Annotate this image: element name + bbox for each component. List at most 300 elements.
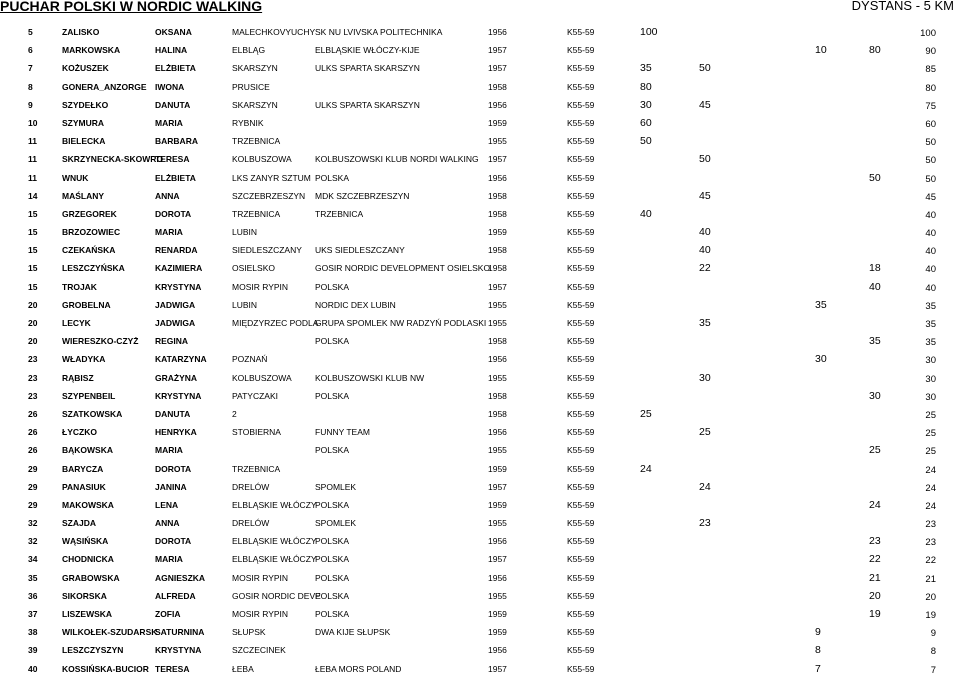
table-row — [0, 533, 960, 551]
last-name-cell: GRZEGOREK — [62, 208, 117, 219]
club-cell: KOLBUSZOWSKI KLUB NORDI WALKING — [315, 154, 479, 165]
birth-year-cell: 1957 — [488, 45, 507, 56]
last-name-cell: GROBELNA — [62, 299, 111, 310]
first-name-cell: REGINA — [155, 336, 189, 347]
stage-score-s2: 35 — [699, 317, 711, 329]
club-cell: POLSKA — [315, 499, 350, 510]
last-name-cell: PANASIUK — [62, 481, 106, 492]
category-cell: K55-59 — [567, 572, 595, 583]
club-cell: ELBLĄSKIE WŁÓCZY-KIJE — [315, 45, 420, 56]
first-name-cell: ZOFIA — [155, 609, 181, 619]
category-cell: K55-59 — [567, 281, 595, 292]
category-cell: K55-59 — [567, 536, 595, 547]
first-name-cell: IWONA — [155, 81, 185, 92]
birth-year-cell: 1958 — [488, 263, 507, 274]
rank-cell: 10 — [28, 117, 38, 128]
rank-cell: 35 — [28, 572, 38, 583]
last-name-cell: CZEKAŃSKA — [62, 245, 116, 256]
city-cell: TRZEBNICA — [232, 208, 281, 219]
first-name-cell: ELŻBIETA — [155, 63, 196, 74]
total-points-cell: 24 — [925, 464, 936, 476]
city-cell: LUBIN — [232, 299, 258, 310]
rank-cell: 29 — [28, 499, 38, 510]
category-cell: K55-59 — [567, 99, 595, 110]
category-cell: K55-59 — [567, 663, 595, 674]
stage-score-s2: 45 — [699, 98, 711, 111]
rank-cell: 20 — [28, 318, 38, 328]
first-name-cell: KAZIMIERA — [155, 263, 203, 274]
category-cell: K55-59 — [567, 499, 595, 510]
table-row — [0, 642, 960, 660]
city-cell: GOSIR NORDIC DEVE — [232, 590, 321, 601]
table-row — [0, 42, 960, 60]
birth-year-cell: 1956 — [488, 536, 507, 547]
birth-year-cell: 1956 — [488, 427, 507, 438]
total-points-cell: 50 — [925, 173, 936, 185]
total-points-cell: 23 — [925, 519, 936, 531]
table-row — [0, 497, 960, 515]
stage-score-s4: 22 — [869, 553, 881, 566]
club-cell: GOSIR NORDIC DEVELOPMENT OSIELSKO — [315, 263, 491, 274]
table-row — [0, 224, 960, 242]
city-cell: RYBNIK — [232, 117, 264, 128]
last-name-cell: BARYCZA — [62, 463, 104, 474]
table-row — [0, 370, 960, 388]
stage-score-s1: 24 — [640, 462, 652, 475]
city-cell: MALECHKOVYUCHY — [232, 27, 316, 37]
rank-cell: 15 — [28, 281, 38, 292]
table-row — [0, 333, 960, 351]
rank-cell: 11 — [28, 154, 37, 165]
first-name-cell: KRYSTYNA — [155, 645, 202, 656]
table-row — [0, 551, 960, 569]
stage-score-s1: 40 — [640, 207, 652, 220]
club-cell: FUNNY TEAM — [315, 427, 370, 438]
city-cell: ELBLĄSKIE WŁÓCZY — [232, 536, 317, 547]
category-cell: K55-59 — [567, 609, 595, 619]
rank-cell: 7 — [28, 63, 33, 74]
category-cell: K55-59 — [567, 518, 595, 529]
stage-score-s3: 30 — [815, 353, 827, 366]
birth-year-cell: 1958 — [488, 208, 507, 219]
total-points-cell: 40 — [925, 246, 936, 258]
rank-cell: 37 — [28, 609, 38, 619]
stage-score-s4: 20 — [869, 589, 881, 602]
rank-cell: 14 — [28, 190, 38, 201]
category-cell: K55-59 — [567, 427, 595, 438]
birth-year-cell: 1956 — [488, 27, 507, 37]
category-cell: K55-59 — [567, 227, 595, 238]
total-points-cell: 9 — [930, 628, 936, 640]
city-cell: SZCZEBRZESZYN — [232, 190, 306, 201]
table-row — [0, 133, 960, 151]
distance-label: DYSTANS - 5 KM — [851, 0, 954, 13]
category-cell: K55-59 — [567, 481, 595, 492]
first-name-cell: LENA — [155, 499, 179, 510]
first-name-cell: DANUTA — [155, 99, 191, 110]
category-cell: K55-59 — [567, 263, 595, 274]
rank-cell: 29 — [28, 481, 38, 492]
city-cell: OSIELSKO — [232, 263, 275, 274]
total-points-cell: 40 — [925, 209, 936, 221]
club-cell: TRZEBNICA — [315, 208, 364, 219]
category-cell: K55-59 — [567, 408, 595, 419]
table-row — [0, 279, 960, 297]
table-row — [0, 406, 960, 424]
first-name-cell: TERESA — [155, 663, 190, 674]
total-points-cell: 22 — [925, 555, 936, 567]
rank-cell: 11 — [28, 136, 37, 147]
birth-year-cell: 1959 — [488, 227, 507, 238]
rank-cell: 11 — [28, 172, 37, 183]
stage-score-s1: 50 — [640, 135, 652, 148]
table-row — [0, 588, 960, 606]
table-row — [0, 351, 960, 369]
table-row — [0, 479, 960, 497]
rank-cell: 8 — [28, 81, 33, 92]
total-points-cell: 24 — [925, 500, 936, 512]
last-name-cell: MAKOWSKA — [62, 499, 114, 510]
first-name-cell: RENARDA — [155, 245, 198, 256]
city-cell: SIEDLESZCZANY — [232, 245, 302, 256]
club-cell: POLSKA — [315, 445, 350, 456]
birth-year-cell: 1955 — [488, 590, 507, 601]
stage-score-s4: 21 — [869, 571, 881, 584]
total-points-cell: 35 — [925, 337, 936, 349]
category-cell: K55-59 — [567, 463, 595, 474]
rank-cell: 20 — [28, 336, 38, 347]
rank-cell: 23 — [28, 354, 38, 365]
table-row — [0, 570, 960, 588]
city-cell: PATYCZAKI — [232, 390, 278, 401]
stage-score-s4: 30 — [869, 389, 881, 402]
stage-score-s1: 60 — [640, 116, 652, 129]
total-points-cell: 45 — [925, 191, 936, 203]
total-points-cell: 40 — [925, 264, 936, 276]
stage-score-s1: 25 — [640, 407, 652, 420]
last-name-cell: MARKOWSKA — [62, 45, 121, 56]
rank-cell: 6 — [28, 45, 33, 56]
last-name-cell: ŁYCZKO — [62, 427, 97, 438]
club-cell: ŁEBA MORS POLAND — [315, 663, 402, 674]
rank-cell: 9 — [28, 99, 33, 110]
table-row — [0, 188, 960, 206]
total-points-cell: 40 — [925, 282, 936, 294]
category-cell: K55-59 — [567, 372, 595, 383]
city-cell: TRZEBNICA — [232, 136, 281, 147]
birth-year-cell: 1958 — [488, 408, 507, 419]
first-name-cell: MARIA — [155, 117, 183, 128]
total-points-cell: 90 — [925, 46, 936, 58]
rank-cell: 34 — [28, 554, 38, 565]
city-cell: ELBLĄG — [232, 45, 266, 56]
total-points-cell: 25 — [925, 428, 936, 440]
city-cell: TRZEBNICA — [232, 463, 281, 474]
rank-cell: 23 — [28, 390, 38, 401]
first-name-cell: MARIA — [155, 445, 183, 456]
table-row — [0, 260, 960, 278]
stage-score-s4: 80 — [869, 44, 881, 57]
city-cell: PRUSICE — [232, 81, 270, 92]
birth-year-cell: 1958 — [488, 390, 507, 401]
rank-cell: 36 — [28, 590, 38, 601]
first-name-cell: HENRYKA — [155, 427, 197, 438]
birth-year-cell: 1957 — [488, 663, 507, 674]
birth-year-cell: 1958 — [488, 190, 507, 201]
last-name-cell: CHODNICKA — [62, 554, 114, 565]
first-name-cell: DOROTA — [155, 208, 192, 219]
birth-year-cell: 1959 — [488, 499, 507, 510]
stage-score-s1: 100 — [640, 26, 658, 38]
birth-year-cell: 1956 — [488, 572, 507, 583]
stage-score-s1: 80 — [640, 80, 652, 93]
stage-score-s4: 24 — [869, 498, 881, 511]
city-cell: 2 — [232, 408, 237, 419]
total-points-cell: 35 — [925, 300, 936, 312]
birth-year-cell: 1958 — [488, 81, 507, 92]
last-name-cell: WŁADYKA — [62, 354, 106, 365]
rank-cell: 29 — [28, 463, 38, 474]
birth-year-cell: 1957 — [488, 154, 507, 165]
last-name-cell: SZAJDA — [62, 518, 97, 529]
birth-year-cell: 1955 — [488, 445, 507, 456]
category-cell: K55-59 — [567, 27, 595, 37]
total-points-cell: 80 — [925, 82, 936, 94]
total-points-cell: 30 — [925, 355, 936, 367]
table-row — [0, 79, 960, 97]
rank-cell: 26 — [28, 408, 38, 419]
rank-cell: 23 — [28, 372, 38, 383]
table-row — [0, 24, 960, 42]
stage-score-s2: 22 — [699, 262, 711, 275]
stage-score-s2: 30 — [699, 371, 711, 384]
club-cell: POLSKA — [315, 554, 350, 565]
first-name-cell: MARIA — [155, 554, 183, 565]
club-cell: POLSKA — [315, 390, 350, 401]
category-cell: K55-59 — [567, 645, 595, 656]
total-points-cell: 19 — [925, 610, 936, 621]
first-name-cell: DOROTA — [155, 536, 192, 547]
category-cell: K55-59 — [567, 190, 595, 201]
stage-score-s3: 9 — [815, 626, 821, 639]
birth-year-cell: 1956 — [488, 99, 507, 110]
last-name-cell: WNUK — [62, 172, 89, 183]
birth-year-cell: 1956 — [488, 645, 507, 656]
first-name-cell: HALINA — [155, 45, 188, 56]
table-row — [0, 97, 960, 115]
rank-cell: 15 — [28, 208, 38, 219]
table-row — [0, 206, 960, 224]
stage-score-s2: 24 — [699, 480, 711, 493]
first-name-cell: DOROTA — [155, 463, 192, 474]
total-points-cell: 40 — [925, 228, 936, 240]
category-cell: K55-59 — [567, 172, 595, 183]
birth-year-cell: 1956 — [488, 354, 507, 365]
club-cell: GRUPA SPOMLEK NW RADZYŃ PODLASKI — [315, 318, 487, 328]
table-row — [0, 388, 960, 406]
last-name-cell: BRZOZOWIEC — [62, 227, 121, 238]
table-row — [0, 60, 960, 78]
total-points-cell: 75 — [925, 100, 936, 112]
category-cell: K55-59 — [567, 208, 595, 219]
birth-year-cell: 1959 — [488, 609, 507, 619]
first-name-cell: KRYSTYNA — [155, 281, 202, 292]
club-cell: SPOMLEK — [315, 481, 357, 492]
total-points-cell: 23 — [925, 537, 936, 549]
first-name-cell: ALFREDA — [155, 590, 196, 601]
first-name-cell: JANINA — [155, 481, 187, 492]
last-name-cell: KOŻUSZEK — [62, 63, 109, 74]
first-name-cell: MARIA — [155, 227, 183, 238]
birth-year-cell: 1955 — [488, 136, 507, 147]
category-cell: K55-59 — [567, 136, 595, 147]
rank-cell: 15 — [28, 245, 38, 256]
table-row — [0, 170, 960, 188]
category-cell: K55-59 — [567, 81, 595, 92]
stage-score-s2: 25 — [699, 426, 711, 439]
table-row — [0, 461, 960, 479]
rank-cell: 40 — [28, 663, 38, 674]
total-points-cell: 50 — [925, 137, 936, 149]
page-header — [0, 0, 960, 20]
first-name-cell: DANUTA — [155, 408, 191, 419]
table-row — [0, 242, 960, 260]
rank-cell: 32 — [28, 518, 38, 529]
first-name-cell: GRAŻYNA — [155, 372, 198, 383]
table-row — [0, 151, 960, 169]
birth-year-cell: 1958 — [488, 245, 507, 256]
total-points-cell: 21 — [925, 573, 936, 585]
club-cell: UKS SIEDLESZCZANY — [315, 245, 405, 256]
stage-score-s3: 8 — [815, 644, 821, 657]
city-cell: LUBIN — [232, 227, 258, 238]
first-name-cell: ELŻBIETA — [155, 172, 196, 183]
table-row — [0, 297, 960, 315]
rank-cell: 15 — [28, 227, 38, 238]
stage-score-s3: 10 — [815, 44, 827, 57]
club-cell: NORDIC DEX LUBIN — [315, 299, 396, 310]
last-name-cell: LECYK — [62, 318, 91, 328]
last-name-cell: KOSSIŃSKA-BUCIOR — [62, 663, 149, 674]
club-cell: POLSKA — [315, 609, 350, 619]
results-table — [0, 24, 960, 679]
table-row — [0, 661, 960, 679]
stage-score-s2: 23 — [699, 517, 711, 530]
stage-score-s1: 35 — [640, 62, 652, 75]
city-cell: KOLBUSZOWA — [232, 372, 292, 383]
last-name-cell: RĄBISZ — [62, 372, 94, 383]
city-cell: MOSIR RYPIN — [232, 609, 289, 619]
club-cell: SK NU LVIVSKA POLITECHNIKA — [315, 27, 443, 37]
category-cell: K55-59 — [567, 627, 595, 638]
category-cell: K55-59 — [567, 245, 595, 256]
birth-year-cell: 1955 — [488, 318, 507, 328]
stage-score-s2: 50 — [699, 153, 711, 166]
first-name-cell: SATURNINA — [155, 627, 205, 638]
stage-score-s4: 18 — [869, 262, 881, 275]
first-name-cell: JADWIGA — [155, 299, 196, 310]
rank-cell: 26 — [28, 445, 38, 456]
last-name-cell: SIKORSKA — [62, 590, 107, 601]
birth-year-cell: 1955 — [488, 518, 507, 529]
total-points-cell: 60 — [925, 118, 936, 130]
rank-cell: 20 — [28, 299, 38, 310]
last-name-cell: LISZEWSKA — [62, 609, 113, 619]
last-name-cell: SZYDEŁKO — [62, 99, 109, 110]
last-name-cell: MAŚLANY — [62, 190, 105, 201]
rank-cell: 39 — [28, 645, 38, 656]
city-cell: SKARSZYN — [232, 63, 278, 74]
total-points-cell: 35 — [925, 319, 936, 330]
stage-score-s4: 35 — [869, 335, 881, 348]
total-points-cell: 30 — [925, 373, 936, 385]
first-name-cell: OKSANA — [155, 27, 192, 37]
stage-score-s3: 35 — [815, 298, 827, 311]
category-cell: K55-59 — [567, 336, 595, 347]
rank-cell: 26 — [28, 427, 38, 438]
category-cell: K55-59 — [567, 117, 595, 128]
city-cell: MOSIR RYPIN — [232, 572, 289, 583]
total-points-cell: 85 — [925, 64, 936, 76]
category-cell: K55-59 — [567, 390, 595, 401]
last-name-cell: WILKOŁEK-SZUDARSK — [62, 627, 158, 638]
rank-cell: 38 — [28, 627, 38, 638]
last-name-cell: WĄSIŃSKA — [62, 536, 109, 547]
stage-score-s1: 30 — [640, 98, 652, 111]
birth-year-cell: 1959 — [488, 627, 507, 638]
stage-score-s4: 40 — [869, 280, 881, 293]
total-points-cell: 50 — [925, 155, 936, 167]
category-cell: K55-59 — [567, 299, 595, 310]
city-cell: DRELÓW — [232, 481, 270, 492]
city-cell: SZCZECINEK — [232, 645, 286, 656]
last-name-cell: LESZCZYSZYN — [62, 645, 124, 656]
total-points-cell: 30 — [925, 391, 936, 403]
club-cell: ULKS SPARTA SKARSZYN — [315, 63, 420, 74]
total-points-cell: 25 — [925, 409, 936, 421]
last-name-cell: BIELECKA — [62, 136, 106, 147]
city-cell: MIĘDZYRZEC PODLA — [232, 318, 319, 328]
table-row — [0, 515, 960, 533]
birth-year-cell: 1955 — [488, 372, 507, 383]
birth-year-cell: 1957 — [488, 63, 507, 74]
first-name-cell: KATARZYNA — [155, 354, 207, 365]
category-cell: K55-59 — [567, 45, 595, 56]
table-row — [0, 115, 960, 133]
city-cell: KOLBUSZOWA — [232, 154, 292, 165]
city-cell: SKARSZYN — [232, 99, 278, 110]
stage-score-s4: 25 — [869, 444, 881, 457]
table-row — [0, 624, 960, 642]
table-row — [0, 424, 960, 442]
last-name-cell: GONERA_ANZORGE — [62, 81, 147, 92]
club-cell: POLSKA — [315, 536, 350, 547]
city-cell: ELBLĄSKIE WŁÓCZY — [232, 554, 317, 565]
last-name-cell: SZYPENBEIL — [62, 390, 116, 401]
birth-year-cell: 1958 — [488, 336, 507, 347]
stage-score-s4: 19 — [869, 608, 881, 620]
birth-year-cell: 1957 — [488, 554, 507, 565]
birth-year-cell: 1957 — [488, 281, 507, 292]
total-points-cell: 25 — [925, 446, 936, 458]
category-cell: K55-59 — [567, 445, 595, 456]
city-cell: STOBIERNA — [232, 427, 281, 438]
birth-year-cell: 1955 — [488, 299, 507, 310]
city-cell: POZNAŃ — [232, 354, 268, 365]
last-name-cell: ZALISKO — [62, 27, 100, 37]
last-name-cell: SKRZYNECKA-SKOWRO — [62, 154, 164, 165]
first-name-cell: AGNIESZKA — [155, 572, 206, 583]
